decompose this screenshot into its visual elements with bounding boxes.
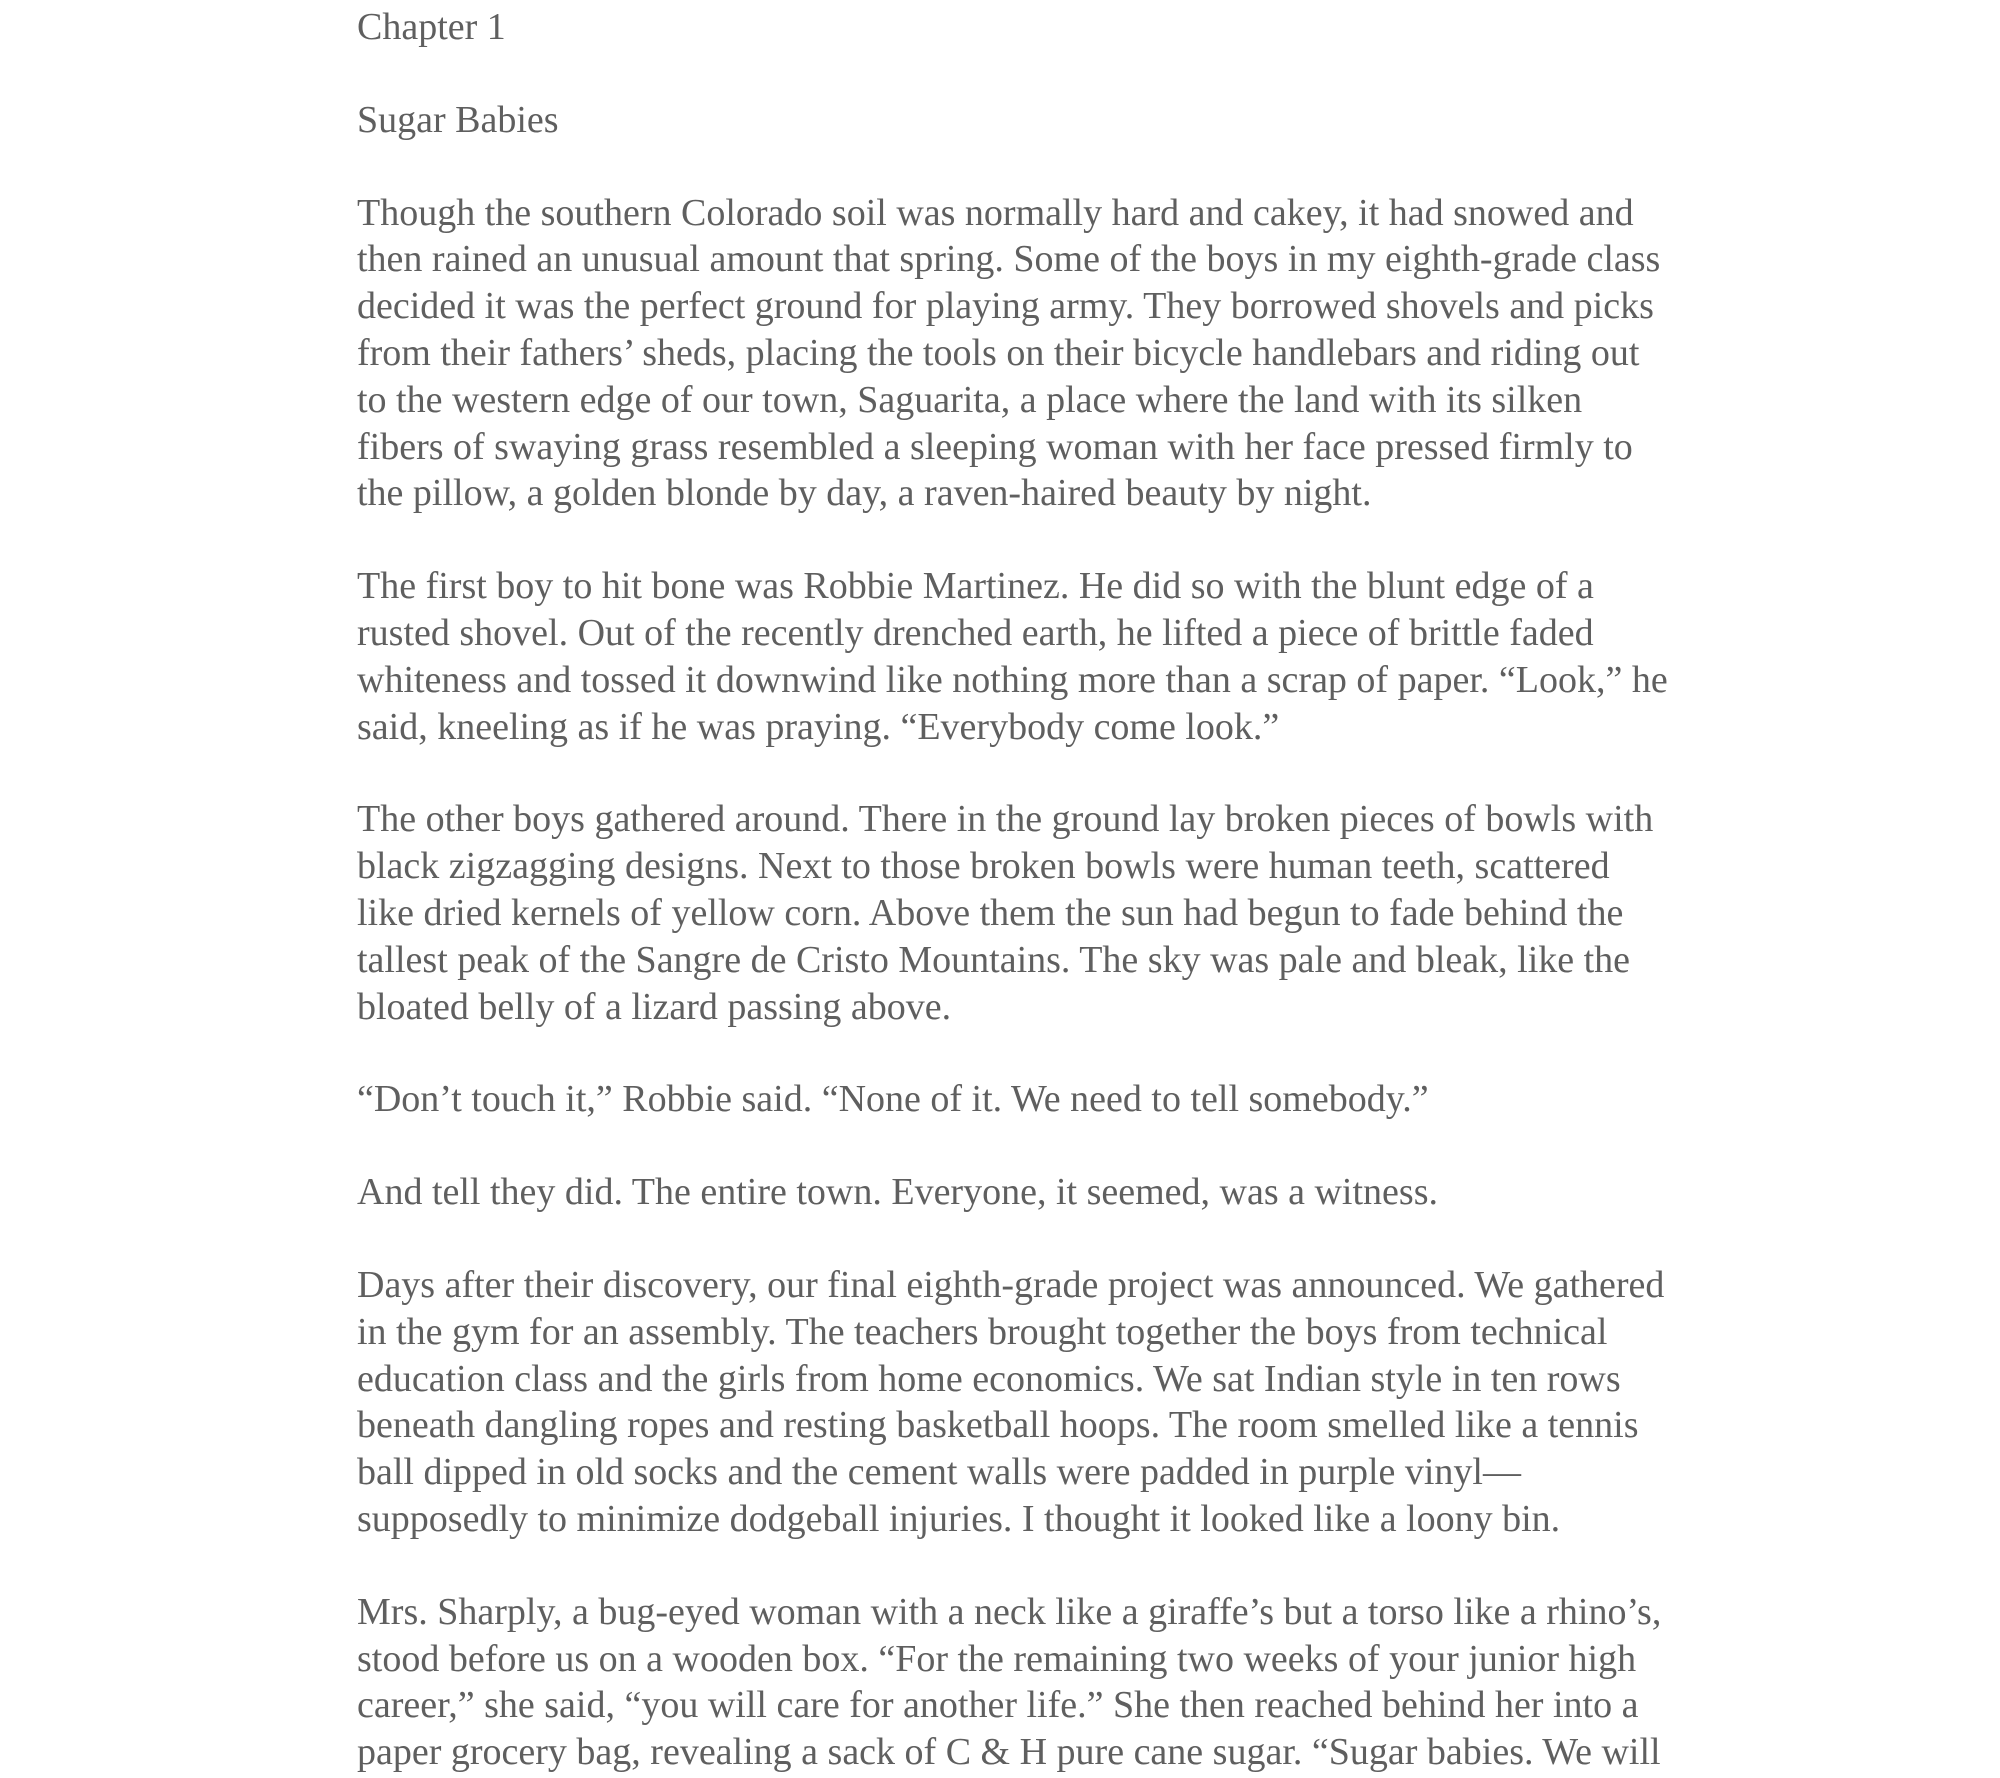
text-line: paper grocery bag, revealing a sack of C & H pure cane sugar. “Sugar babies. We will	[357, 1731, 1661, 1774]
text-line: Days after their discovery, our final eighth-grade project was announced. We gathered	[357, 1263, 1665, 1306]
text-line: beneath dangling ropes and resting basketball hoops. The room smelled like a tennis	[357, 1404, 1639, 1447]
paragraph	[357, 1169, 1687, 1216]
paragraph	[357, 796, 1687, 1030]
text-line: supposedly to minimize dodgeball injuries. I thought it looked like a loony bin.	[357, 1497, 1561, 1540]
text-line: said, kneeling as if he was praying. “Everybody come look.”	[357, 705, 1280, 748]
text-line: The first boy to hit bone was Robbie Martinez. He did so with the blunt edge of a	[357, 565, 1594, 608]
text-line: career,” she said, “you will care for another life.” She then reached behind her into a	[357, 1684, 1639, 1727]
text-line: Mrs. Sharply, a bug-eyed woman with a neck like a giraffe’s but a torso like a rhino’s,	[357, 1590, 1662, 1633]
paragraph	[357, 1589, 1687, 1776]
text-line: decided it was the perfect ground for playing army. They borrowed shovels and picks	[357, 285, 1654, 328]
text-line: bloated belly of a lizard passing above.	[357, 985, 952, 1028]
text-line: then rained an unusual amount that spring. Some of the boys in my eighth-grade class	[357, 238, 1661, 281]
text-line: like dried kernels of yellow corn. Above them the sun had begun to fade behind the	[357, 891, 1624, 934]
text-line: the pillow, a golden blonde by day, a raven-haired beauty by night.	[357, 472, 1372, 515]
text-line: fibers of swaying grass resembled a sleeping woman with her face pressed firmly to	[357, 425, 1633, 468]
chapter-label: Chapter 1	[357, 6, 506, 48]
text-line: whiteness and tossed it downwind like nothing more than a scrap of paper. “Look,” he	[357, 658, 1668, 701]
paragraph	[357, 563, 1687, 750]
text-line: education class and the girls from home economics. We sat Indian style in ten rows	[357, 1357, 1621, 1400]
text-line: Though the southern Colorado soil was normally hard and cakey, it had snowed and	[357, 191, 1634, 234]
text-line: from their fathers’ sheds, placing the tools on their bicycle handlebars and riding out	[357, 331, 1640, 374]
text-line: ball dipped in old socks and the cement walls were padded in purple vinyl—	[357, 1451, 1521, 1494]
document-page	[357, 0, 1687, 1778]
paragraph	[357, 1076, 1687, 1123]
text-line: in the gym for an assembly. The teachers brought together the boys from technical	[357, 1310, 1608, 1353]
text-line: tallest peak of the Sangre de Cristo Mountains. The sky was pale and bleak, like the	[357, 938, 1631, 981]
text-line: black zigzagging designs. Next to those broken bowls were human teeth, scattered	[357, 845, 1610, 888]
paragraph	[357, 1262, 1687, 1543]
paragraph	[357, 190, 1687, 518]
text-line: And tell they did. The entire town. Everyone, it seemed, was a witness.	[357, 1171, 1438, 1214]
text-line: The other boys gathered around. There in the ground lay broken pieces of bowls with	[357, 798, 1654, 841]
chapter-title: Sugar Babies	[357, 98, 559, 141]
text-line: to the western edge of our town, Saguarita, a place where the land with its silken	[357, 378, 1583, 421]
text-line: rusted shovel. Out of the recently drenched earth, he lifted a piece of brittle faded	[357, 611, 1594, 654]
text-line: stood before us on a wooden box. “For the remaining two weeks of your junior high	[357, 1637, 1637, 1680]
text-line: “Don’t touch it,” Robbie said. “None of it. We need to tell somebody.”	[357, 1078, 1429, 1121]
